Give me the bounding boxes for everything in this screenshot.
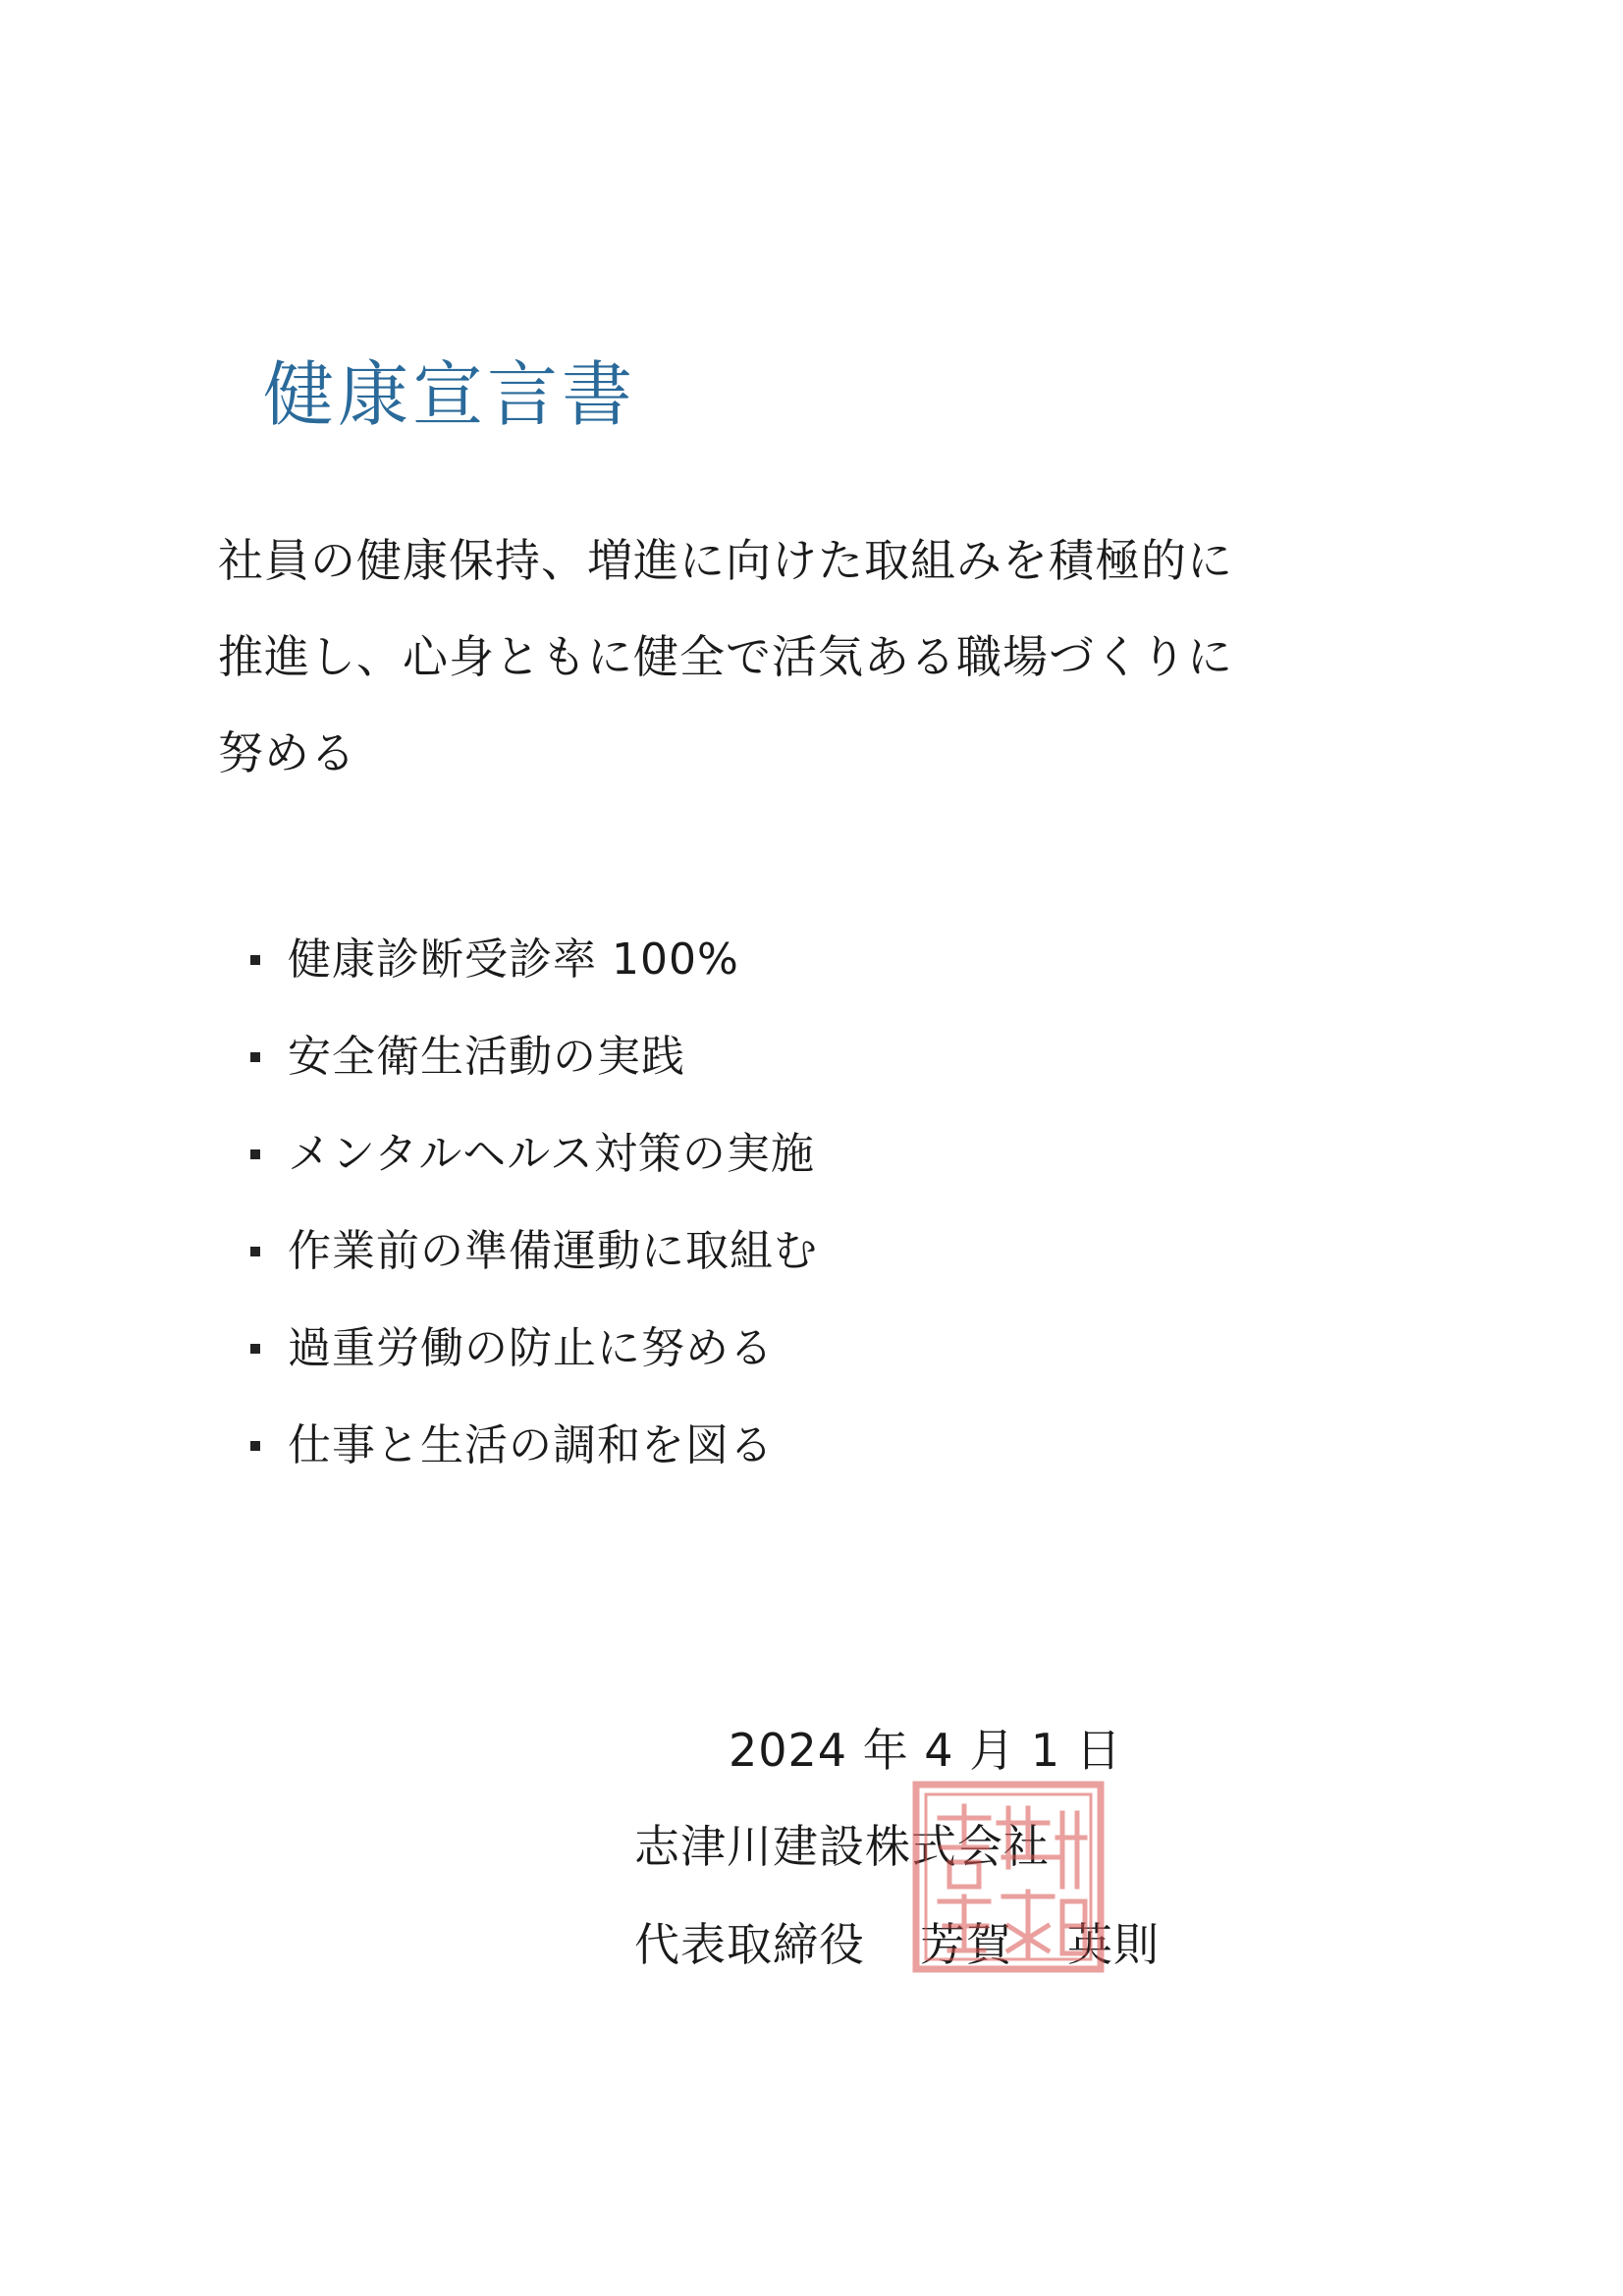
signer-family-name: 芳賀 [920,1918,1012,1971]
goals-list [250,934,1429,1522]
goal-text: 安全衛生活動の実践 [288,1032,685,1082]
list-item [250,1323,1429,1373]
intro-line: 社員の健康保持、増進に向けた取組みを積極的に [218,534,1233,587]
document-title: 健康宣言書 [263,353,637,437]
bullet-icon [250,1441,260,1451]
bullet-icon [250,1052,260,1062]
list-item [250,1226,1429,1276]
goal-text: 過重労働の防止に努める [288,1323,774,1373]
intro-paragraph [218,534,1396,827]
bullet-icon [250,1149,260,1159]
goal-text: 仕事と生活の調和を図る [288,1420,774,1470]
bullet-icon [250,1247,260,1256]
company-name: 志津川建設株式会社 [634,1820,1050,1873]
signer-role: 代表取締役 [634,1918,865,1971]
list-item [250,934,1429,985]
intro-line: 努める [218,726,356,779]
goal-text: 健康診断受診率 100% [288,934,739,985]
issue-date: 2024 年 4 月 1 日 [729,1724,1122,1777]
signer-given-name: 英則 [1067,1918,1160,1971]
list-item [250,1420,1429,1470]
goal-text: 作業前の準備運動に取組む [288,1226,818,1276]
list-item [250,1032,1429,1082]
bullet-icon [250,955,260,965]
intro-line: 推進し、心身ともに健全で活気ある職場づくりに [218,630,1233,683]
bullet-icon [250,1344,260,1354]
goal-text: メンタルヘルス対策の実施 [288,1129,815,1179]
company-seal-icon [910,1779,1107,1975]
list-item [250,1129,1429,1179]
